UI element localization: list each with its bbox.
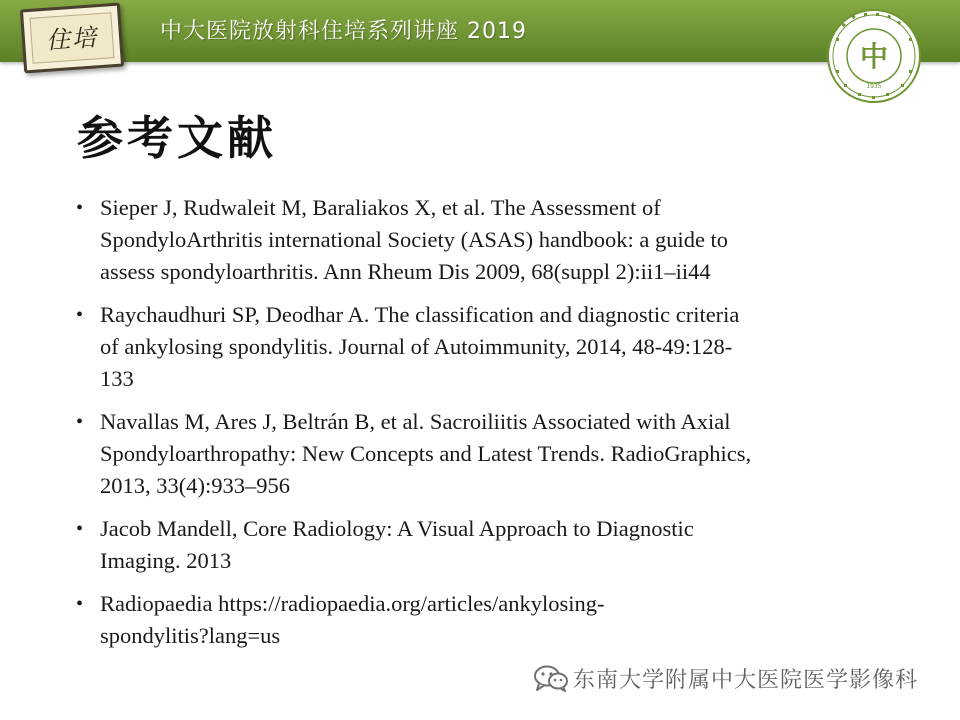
- badge-text: 住培: [45, 23, 99, 55]
- reference-item: [74, 192, 874, 288]
- reference-line: Navallas M, Ares J, Beltrán B, et al. Sacroiliitis Associated with Axial: [100, 409, 731, 434]
- bullet-icon: •: [76, 197, 84, 219]
- seal-year: 1935: [866, 83, 882, 90]
- reference-list: [74, 192, 874, 663]
- watermark: [533, 662, 918, 694]
- reference-line: Sieper J, Rudwaleit M, Baraliakos X, et al. The Assessment of: [100, 195, 661, 220]
- reference-line: SpondyloArthritis international Society (ASAS) handbook: a guide to: [100, 227, 729, 252]
- header-banner: [0, 0, 960, 62]
- header-title: 中大医院放射科住培系列讲座 2019: [160, 19, 527, 44]
- reference-item: [74, 299, 874, 395]
- reference-item: [74, 513, 874, 577]
- reference-item: [74, 588, 874, 652]
- reference-line: 2013, 33(4):933–956: [100, 473, 290, 498]
- reference-line: assess spondyloarthritis. Ann Rheum Dis 2009, 68(suppl 2):ii1–ii44: [100, 259, 711, 284]
- wechat-icon: [533, 664, 569, 692]
- bullet-icon: •: [76, 411, 84, 433]
- reference-line: Raychaudhuri SP, Deodhar A. The classification and diagnostic criteria: [100, 302, 740, 327]
- hospital-seal-logo: [826, 8, 922, 104]
- seal-char: 中: [859, 40, 889, 73]
- watermark-text: 东南大学附属中大医院医学影像科: [573, 667, 919, 693]
- reference-line: Radiopaedia https://radiopaedia.org/articles/ankylosing-: [100, 591, 605, 616]
- reference-line: Jacob Mandell, Core Radiology: A Visual Approach to Diagnostic: [100, 516, 694, 541]
- reference-item: [74, 406, 874, 502]
- reference-line: of ankylosing spondylitis. Journal of Autoimmunity, 2014, 48-49:128-: [100, 334, 733, 359]
- reference-line: spondylitis?lang=us: [100, 623, 281, 648]
- reference-line: Spondyloarthropathy: New Concepts and Latest Trends. RadioGraphics,: [100, 441, 752, 466]
- reference-line: Imaging. 2013: [100, 548, 232, 573]
- bullet-icon: •: [76, 593, 84, 615]
- page-title: 参考文献: [77, 111, 277, 165]
- training-badge: [20, 3, 124, 74]
- bullet-icon: •: [76, 518, 84, 540]
- bullet-icon: •: [76, 304, 84, 326]
- reference-line: 133: [100, 366, 134, 391]
